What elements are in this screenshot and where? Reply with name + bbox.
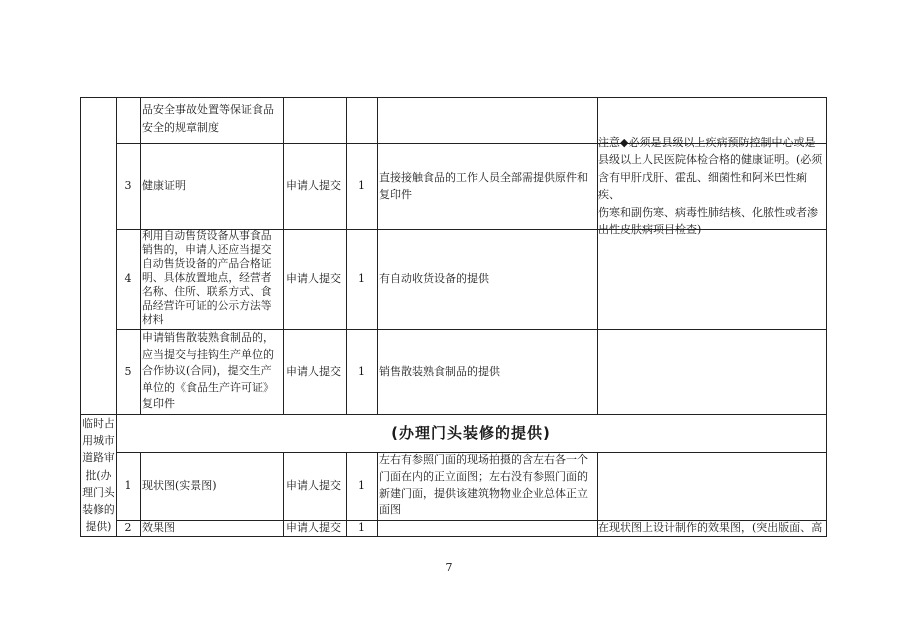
row-3-remark-text: 注意◆必须是县级以上疾病预防控制中心或是 县级以上人民医院体检合格的健康证明。(必须 含有甲肝戊肝、霍乱、细菌性和阿米巴性痢疾、 伤寒和副伤寒、病毒性肺结核、化脓性或者渗 出性皮肤病项目检查)	[598, 135, 823, 236]
section-row-1-note: 左右有参照门面的现场拍摄的含左右各一个 门面在内的正立面图；左右没有参照门面的 新建门面，提供该建筑物物业企业总体正立 面图	[379, 453, 588, 517]
section-row-1-source	[286, 452, 346, 520]
page-number: 7	[445, 561, 453, 574]
col-3	[283, 97, 284, 415]
section-row-2-desc-text: 效果图	[142, 521, 175, 535]
row-3-remark	[598, 135, 826, 236]
row-4-num: 4	[124, 272, 132, 286]
row-3-num: 3	[124, 179, 132, 193]
row-4-source-text: 申请人提交	[286, 272, 341, 286]
section-row-2-remark-text: 在现状图上设计制作的效果图，(突出版面、高	[598, 521, 823, 535]
section-row-2-desc	[142, 520, 283, 536]
row-3-desc	[142, 143, 283, 229]
row-5-desc: 申请销售散装熟食制品的， 应当提交与挂钩生产单位的 合作协议(合同)，提交生产 单位的《食品生产许可证》 复印件	[142, 331, 274, 410]
row-4-count: 1	[358, 272, 365, 286]
row-5-note	[379, 329, 597, 414]
row-5-note-text: 销售散装熟食制品的提供	[379, 364, 500, 378]
section-row-2-source-text: 申请人提交	[286, 521, 341, 535]
section-row-2-remark	[598, 520, 826, 536]
section-row-1-source-text: 申请人提交	[286, 479, 341, 493]
row-3-note	[379, 143, 597, 229]
row-3-desc-text: 健康证明	[142, 179, 186, 193]
col-5	[377, 97, 378, 415]
row-5-source	[286, 329, 346, 414]
row-4-note-text: 有自动收货设备的提供	[379, 272, 489, 286]
row-5-num: 5	[124, 364, 132, 378]
row-5-source-text: 申请人提交	[286, 364, 341, 378]
col-2b	[140, 452, 141, 537]
row-3-source	[286, 143, 346, 229]
section-row-1-desc	[142, 452, 283, 520]
section-side-label: 临时占 用城市 道路审 批(办 理门头 装修的 提供)	[82, 417, 115, 534]
row-4-source	[286, 229, 346, 329]
section-row-2-num: 2	[124, 521, 132, 535]
section-row-2-source	[286, 520, 346, 536]
row-5-count: 1	[358, 364, 365, 378]
section-row-1-num: 1	[124, 479, 132, 493]
section-title: (办理门头装修的提供)	[391, 423, 551, 442]
section-row-1-count: 1	[358, 479, 365, 493]
col-7	[826, 97, 827, 537]
row-4-desc: 利用自动售货设备从事食品 销售的，申请人还应当提交 自动售货设备的产品合格证 明、具体放置地点，经营者 名称、住所、联系方式、食 品经营许可证的公示方法等 材料	[142, 229, 272, 326]
section-row-2-count: 1	[358, 521, 365, 535]
row-3-count: 1	[358, 179, 365, 193]
row-3-note-text: 直接接触食品的工作人员全部需提供原件和 复印件	[379, 170, 588, 201]
row-4-note	[379, 229, 597, 329]
col-2	[140, 97, 141, 415]
col-5b	[377, 452, 378, 537]
row-3-source-text: 申请人提交	[286, 179, 341, 193]
col-3b	[283, 452, 284, 537]
section-row-1-desc-text: 现状图(实景图)	[142, 479, 217, 493]
row-0-desc: 品安全事故处置等保证食品 安全的规章制度	[142, 103, 274, 134]
